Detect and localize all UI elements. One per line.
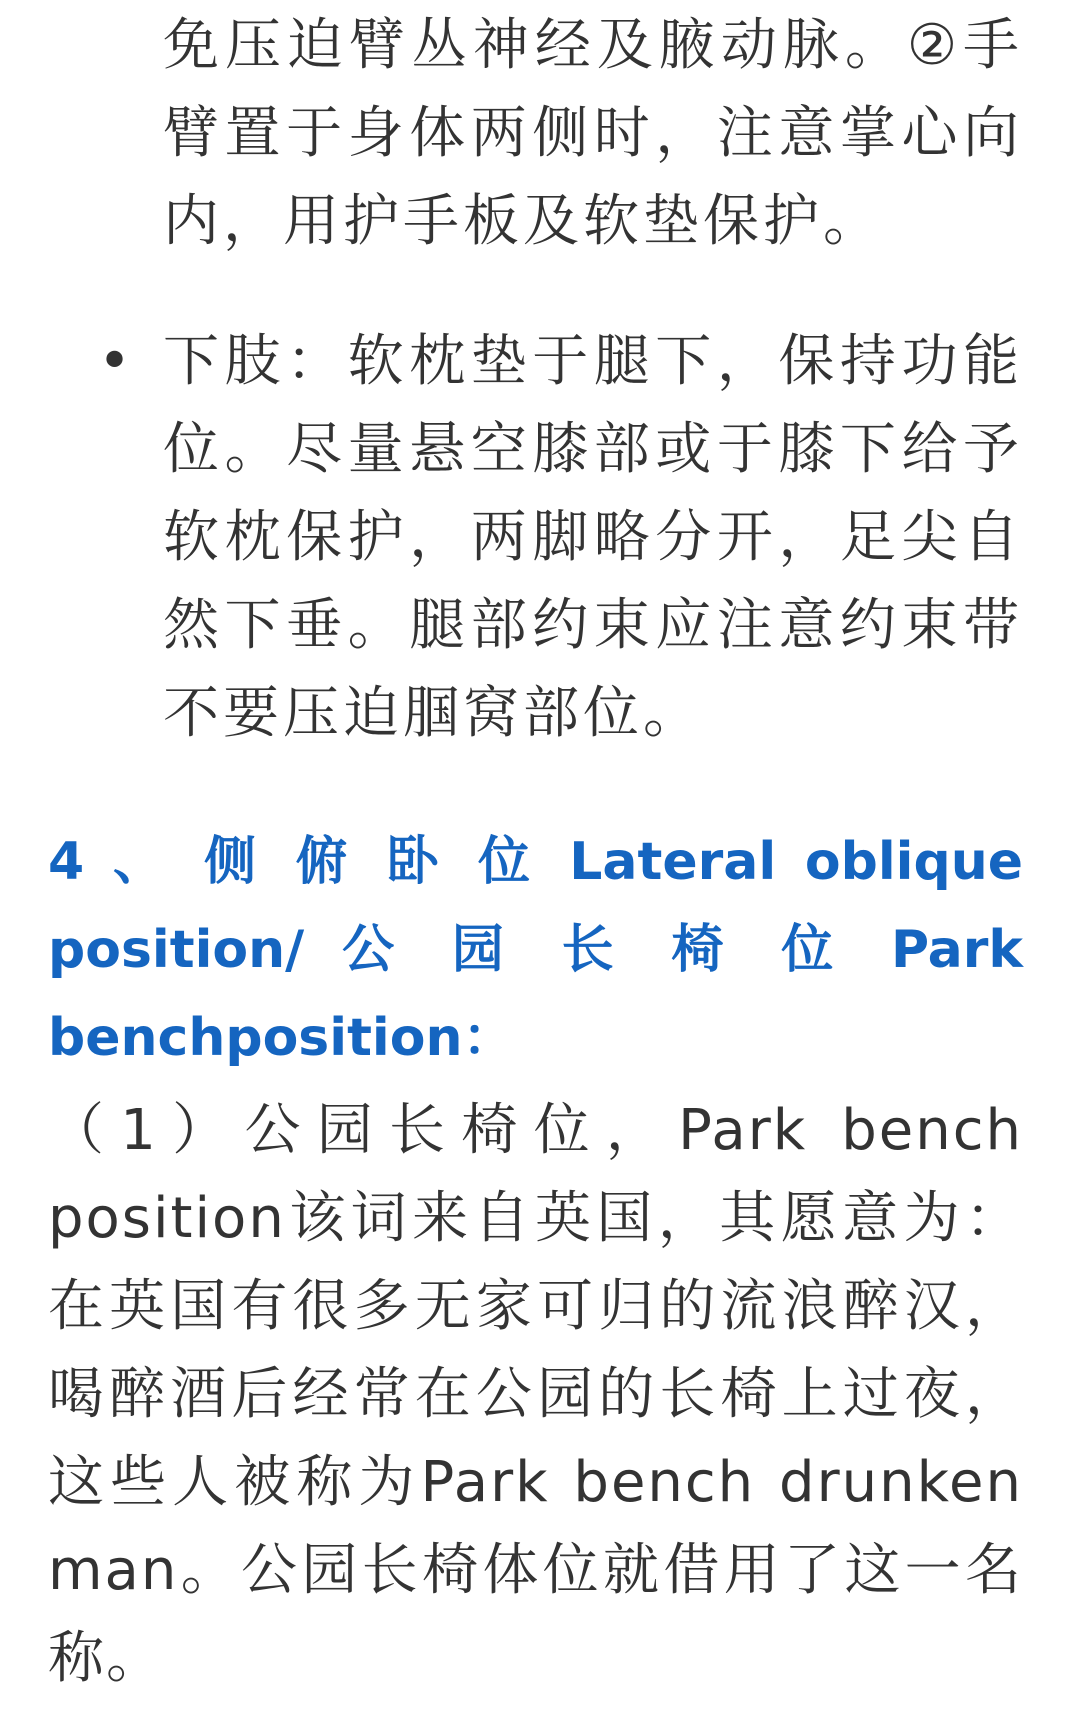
upper-limb-paragraph-continuation: 免压迫臂丛神经及腋动脉。②手臂置于身体两侧时，注意掌心向内，用护手板及软垫保护。 (163, 13, 1023, 254)
lower-limb-text: 下肢：软枕垫于腿下，保持功能位。尽量悬空膝部或于膝下给予软枕保护，两脚略分开，足尖自然下垂。腿部约束应注意约束带不要压迫腘窝部位。 (163, 329, 1023, 746)
bullet-marker: • (98, 329, 132, 394)
lower-limb-list-item (98, 318, 1028, 758)
park-bench-position-paragraph: （1）公园长椅位，Park bench position该词来自英国，其愿意为：在英国有很多无家可归的流浪醉汉，喝醉酒后经常在公园的长椅上过夜，这些人被称为Park bench drunken man。公园长椅体位就借用了这一名称。 (48, 1098, 1023, 1691)
section-heading-lateral-oblique-position: 4 、 侧 俯 卧 位 Lateral oblique position/ 公 园 长 椅 位 Park benchposition： (48, 832, 1023, 1068)
